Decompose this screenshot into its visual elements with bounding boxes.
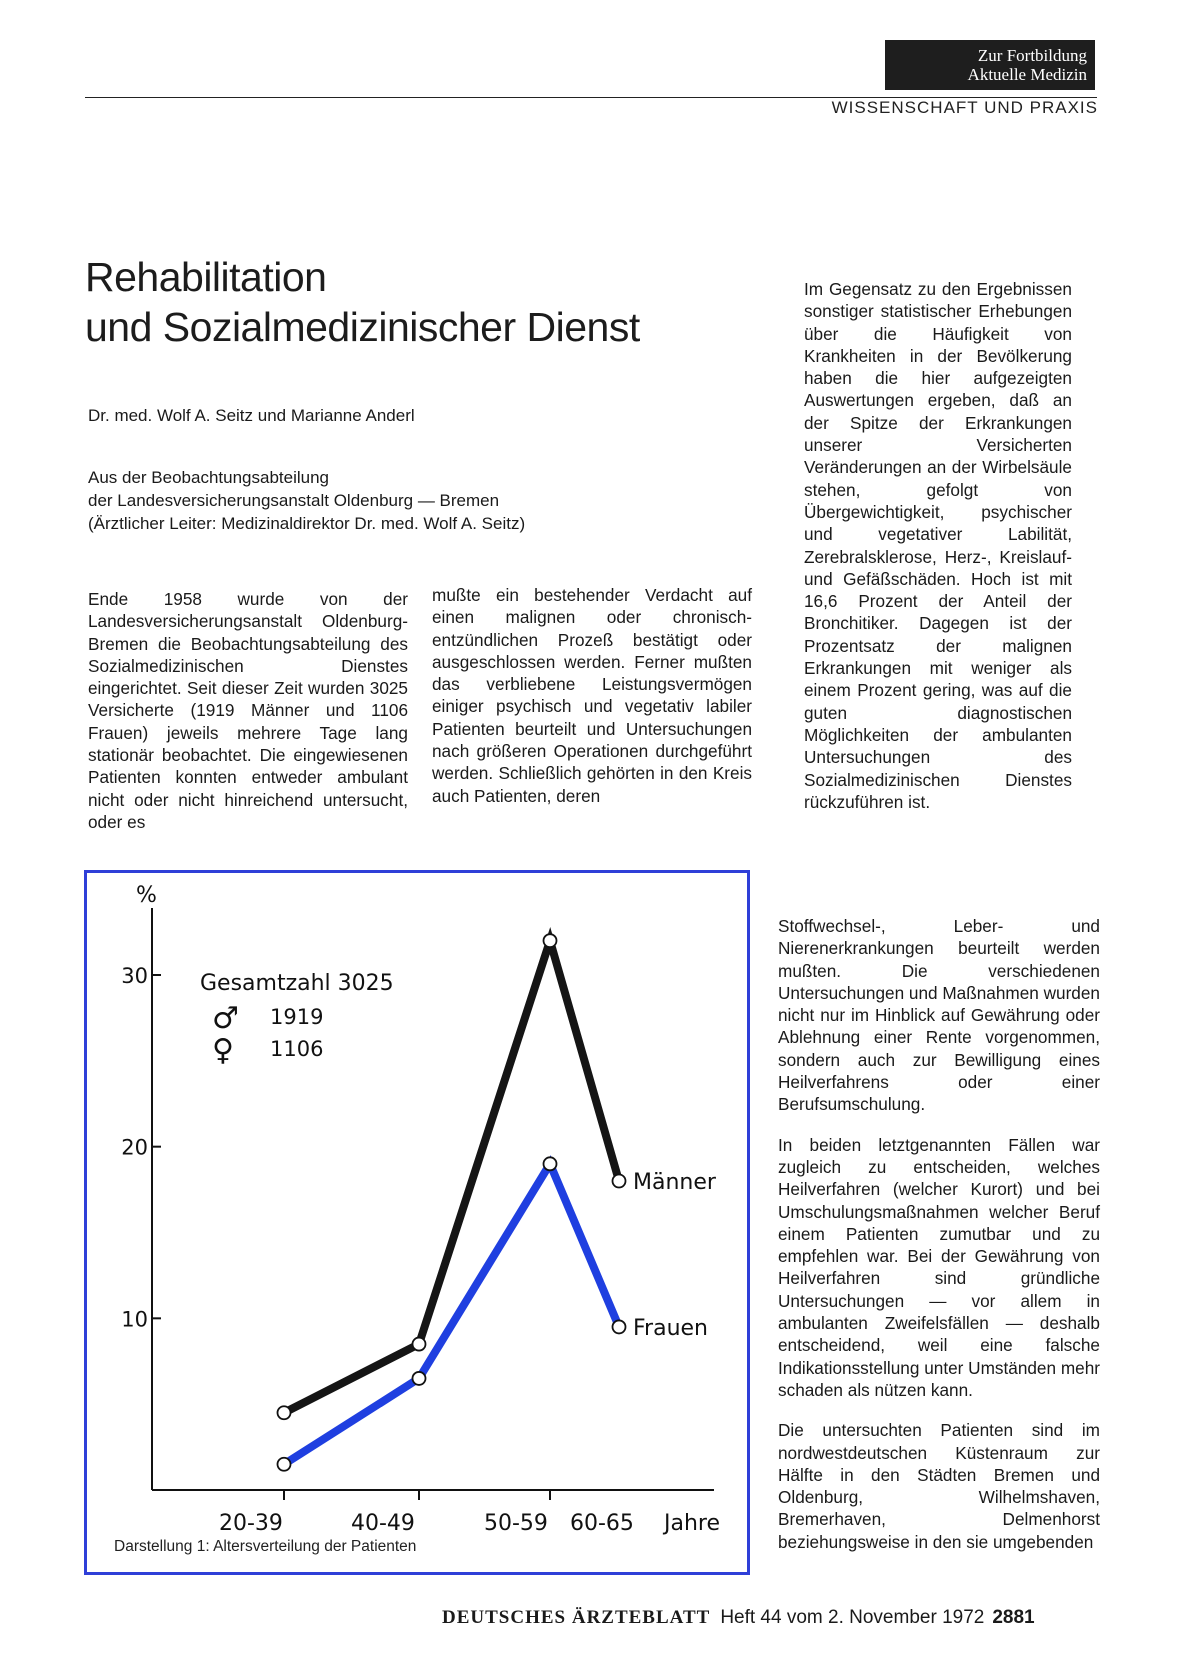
body-column-1 — [88, 588, 408, 851]
data-point — [613, 1320, 626, 1333]
x-tick-label: 20-39 — [219, 1511, 283, 1536]
title-line-1: Rehabilitation — [85, 254, 327, 300]
affiliation — [88, 466, 525, 535]
y-tick-label: 20 — [121, 1135, 148, 1160]
data-point — [413, 1338, 426, 1351]
series-line-1 — [284, 1164, 619, 1464]
authors: Dr. med. Wolf A. Seitz und Marianne Anderl — [88, 406, 415, 425]
age-distribution-chart — [84, 870, 750, 1575]
y-tick-label: 30 — [121, 964, 148, 988]
body-column-2 — [432, 584, 752, 825]
x-tick-label: 60-65 — [570, 1511, 634, 1536]
page-number: 2881 — [992, 1607, 1035, 1628]
x-ticks — [219, 1490, 634, 1536]
data-point — [613, 1175, 626, 1188]
issue-info: Heft 44 vom 2. November 1972 — [720, 1607, 985, 1628]
y-tick-label: 10 — [121, 1307, 148, 1332]
x-axis-unit: Jahre — [664, 1511, 721, 1536]
x-tick-label: 50-59 — [484, 1511, 548, 1536]
paragraph: Stoffwechsel-, Leber- und Nierenerkrankungen beurteilt werden mußten. Die verschiedenen Untersuchungen und Maßnahmen wurden nicht nur im Hinblick auf Gewährung oder Ablehnung einer Rente vorgenommen, sondern auch zur Bewilligung eines Heilverfahrens oder einer Berufsumschulung. — [778, 916, 1100, 1115]
paragraph: Die untersuchten Patienten sind im nordwestdeutschen Küstenraum zur Hälfte in den Städten Bremen und Oldenburg, Wilhelmshaven, Bremerhaven, Delmenhorst beziehungsweise in den sie umgebenden — [778, 1420, 1100, 1552]
title-line-2: und Sozialmedizinischer Dienst — [85, 304, 640, 350]
y-axis-unit: % — [136, 883, 157, 908]
affiliation-line-2: der Landesversicherungsanstalt Oldenburg — Bremen — [88, 491, 500, 510]
paragraph: In beiden letztgenannten Fällen war zugleich zu entscheiden, welches Heilverfahren (welcher Kurort) und bei Umschulungsmaßnahmen welcher Beruf einem Patienten zumutbar und zu empfehlen war. Bei der Gewährung von Heilverfahren sind gründliche Untersuchungen — vor allem in ambulanten Zweifelsfällen — deshalb entscheidend, weil eine falsche Indikationsstellung unter Umständen mehr schaden als nützen kann. — [778, 1134, 1100, 1400]
rubric-line-1: Zur Fortbildung — [977, 46, 1087, 65]
body-column-3 — [804, 278, 1072, 831]
male-symbol: ♂ — [212, 1001, 239, 1036]
paragraph: Ende 1958 wurde von der Landesversicherungsanstalt Oldenburg-Bremen die Beobachtungsabteilung des Sozialmedizinischen Dienstes eingerichtet. Seit dieser Zeit wurden 3025 Versicherte (1919 Männer und 1106 Frauen) jeweils mehrere Tage lang stationär beobachtet. Die eingewiesenen Patienten konnten entweder ambulant nicht oder nicht hinreichend untersucht, oder es — [88, 589, 408, 832]
rubric-badge — [885, 40, 1095, 90]
series-line-0 — [284, 941, 619, 1413]
rubric-line-2: Aktuelle Medizin — [967, 65, 1087, 84]
article-title — [85, 252, 640, 352]
y-ticks — [121, 964, 161, 1331]
series-layer — [278, 934, 717, 1471]
data-point — [278, 1458, 291, 1471]
data-point — [413, 1372, 426, 1385]
series-label: Frauen — [633, 1315, 709, 1341]
paragraph: Im Gegensatz zu den Ergebnissen sonstiger statistischer Erhebungen über die Häufigkeit von Krankheiten in der Bevölkerung haben die hier aufgezeigten Auswertungen ergeben, daß an der Spitze der Erkrankungen unserer Versicherten Veränderungen an der Wirbelsäule stehen, gefolgt von Übergewichtigkeit, psychischer und vegetativer Labilität, Zerebralsklerose, Herz-, Kreislauf- und Gefäßschäden. Hoch ist mit 16,6 Prozent der Anteil der Bronchitiker. Dagegen ist der Prozentsatz der malignen Erkrankungen mit weniger als einem Prozent gering, was auf die guten diagnostischen Möglichkeiten der ambulanten Untersuchungen des Sozialmedizinischen Dienstes rückzuführen ist. — [804, 279, 1072, 812]
figure-caption: Darstellung 1: Altersverteilung der Patienten — [114, 1538, 417, 1555]
body-column-4 — [778, 915, 1100, 1571]
page-footer — [442, 1607, 1035, 1629]
data-point — [544, 1157, 557, 1170]
legend-total: Gesamtzahl 3025 — [200, 971, 394, 996]
legend — [200, 971, 394, 1068]
affiliation-line-1: Aus der Beobachtungsabteilung — [88, 468, 330, 487]
data-point — [544, 934, 557, 947]
paragraph: mußte ein bestehender Verdacht auf einen malignen oder chronisch-entzündlichen Prozeß bestätigt oder ausgeschlossen werden. Ferner mußten das verbliebene Leistungsvermögen einiger psychisch und vegetativ labiler Patienten beurteilt und Untersuchungen nach größeren Operationen durchgeführt werden. Schließlich gehörten in den Kreis auch Patienten, deren — [432, 585, 752, 806]
legend-female-count: 1106 — [270, 1037, 324, 1061]
x-tick-label: 40-49 — [351, 1511, 415, 1536]
section-label: WISSENSCHAFT UND PRAXIS — [831, 98, 1098, 117]
series-label: Männer — [633, 1170, 716, 1195]
journal-name: DEUTSCHES ÄRZTEBLATT — [442, 1607, 711, 1628]
data-point — [278, 1406, 291, 1419]
affiliation-line-3: (Ärztlicher Leiter: Medizinaldirektor Dr. med. Wolf A. Seitz) — [88, 514, 526, 533]
female-symbol: ♀ — [212, 1033, 234, 1068]
legend-male-count: 1919 — [270, 1005, 324, 1029]
